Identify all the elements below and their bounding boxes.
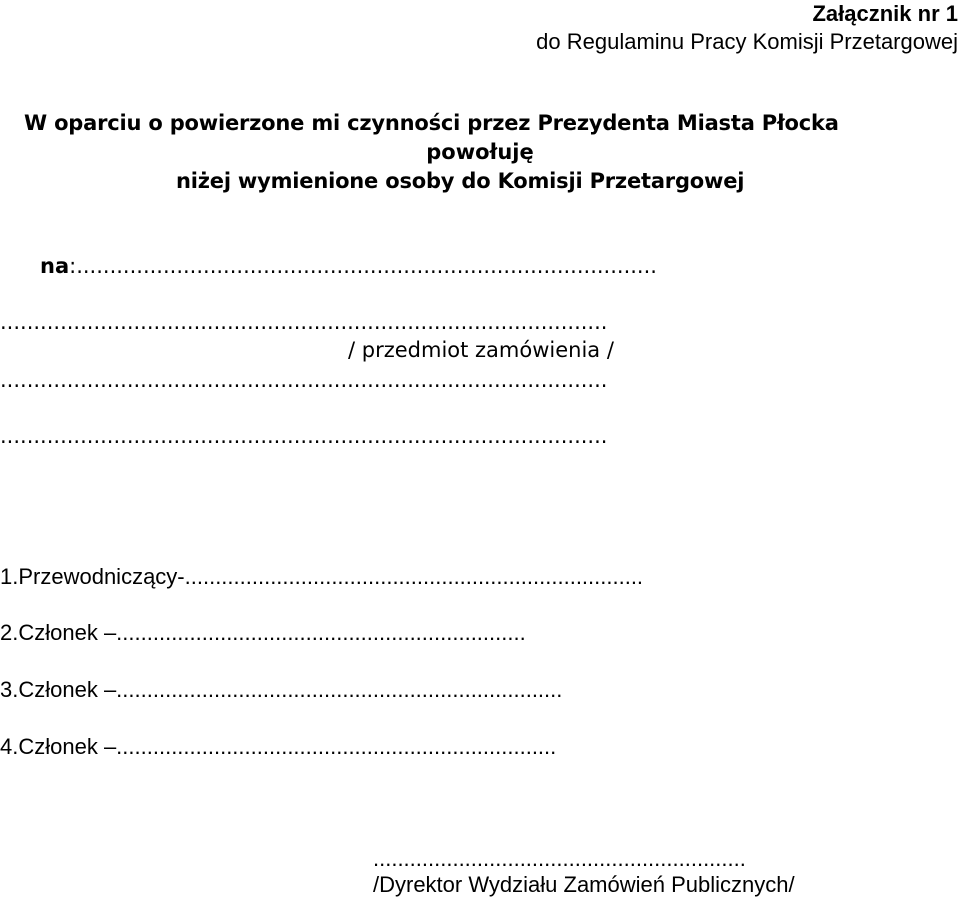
subject-dots-3: ........................................................................................... <box>0 424 608 448</box>
subject-dots-1: ........................................................................................... <box>0 310 608 334</box>
intro-line-1: W oparciu o powierzone mi czynności przez Prezydenta Miasta Płocka <box>24 111 839 135</box>
intro-line-2: powołuję <box>426 140 534 164</box>
signature-caption: /Dyrektor Wydziału Zamówień Publicznych/ <box>373 872 795 897</box>
intro-line-3: niżej wymienione osoby do Komisji Przetargowej <box>176 169 745 193</box>
subject-line <box>40 256 657 277</box>
signature-dots: ............................................................. <box>373 846 746 871</box>
annex-subtitle: do Regulaminu Pracy Komisji Przetargowej <box>536 29 958 54</box>
member-line-2: 2.Członek –................................................................... <box>0 620 526 645</box>
member-line-4: 4.Członek –........................................................................ <box>0 734 557 759</box>
member-line-3: 3.Członek –......................................................................... <box>0 677 563 702</box>
subject-caption: / przedmiot zamówienia / <box>348 338 614 362</box>
subject-label: na <box>40 254 70 278</box>
member-line-1: 1.Przewodniczący-........................................................................... <box>0 564 644 589</box>
annex-title: Załącznik nr 1 <box>812 1 958 26</box>
subject-colon-dots: :....................................................................................... <box>69 254 657 278</box>
subject-dots-2: ........................................................................................... <box>0 368 608 392</box>
